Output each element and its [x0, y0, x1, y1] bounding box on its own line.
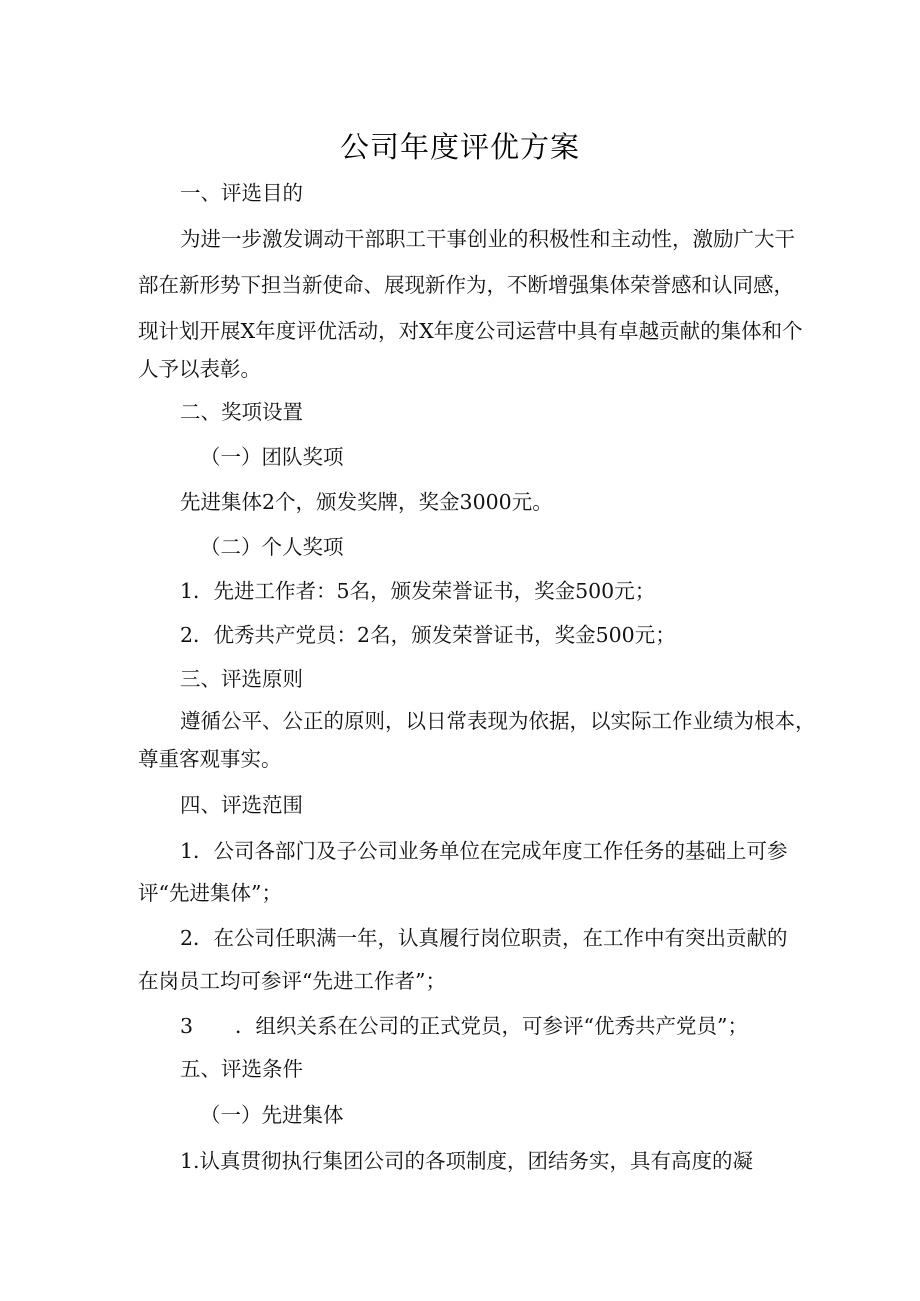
individual-award-item: 1．先进工作者：5名，颁发荣誉证书，奖金500元；	[180, 579, 656, 603]
purpose-paragraph-line: 部在新形势下担当新使命、展现新作为，不断增强集体荣誉感和认同感，	[138, 273, 794, 297]
section-heading-purpose: 一、评选目的	[180, 181, 303, 205]
scope-item-3-text: ．组织关系在公司的正式党员，可参评“优秀共产党员”；	[235, 1014, 749, 1038]
principles-paragraph-line: 遵循公平、公正的原则，以日常表现为依据，以实际工作业绩为根本，	[180, 709, 816, 733]
scope-item-3-number: 3	[180, 1014, 194, 1038]
scope-item-line: 在岗员工均可参评“先进工作者”；	[138, 969, 446, 993]
team-awards-heading: （一）团队奖项	[200, 445, 344, 469]
scope-item-line: 1．公司各部门及子公司业务单位在完成年度工作任务的基础上可参	[180, 839, 788, 863]
scope-item-3	[180, 1011, 748, 1041]
section-heading-scope: 四、评选范围	[180, 793, 303, 817]
document-title: 公司年度评优方案	[339, 130, 580, 164]
purpose-paragraph-line: 人予以表彰。	[138, 357, 261, 381]
criteria-item-line: 1.认真贯彻执行集团公司的各项制度，团结务实，具有高度的凝	[180, 1149, 754, 1173]
team-award-item: 先进集体2个，颁发奖牌，奖金3000元。	[180, 490, 553, 514]
criteria-subheading: （一）先进集体	[200, 1103, 344, 1127]
purpose-paragraph-line: 现计划开展X年度评优活动，对X年度公司运营中具有卓越贡献的集体和个	[138, 319, 803, 343]
section-heading-awards: 二、奖项设置	[180, 400, 303, 424]
section-heading-principles: 三、评选原则	[180, 667, 303, 691]
individual-awards-heading: （二）个人奖项	[200, 535, 344, 559]
scope-item-line: 评“先进集体”；	[138, 881, 282, 905]
individual-award-item: 2．优秀共产党员：2名，颁发荣誉证书，奖金500元；	[180, 623, 676, 647]
purpose-paragraph-line: 为进一步激发调动干部职工干事创业的积极性和主动性，激励广大干	[180, 227, 795, 251]
principles-paragraph-line: 尊重客观事实。	[138, 747, 282, 771]
section-heading-criteria: 五、评选条件	[180, 1057, 303, 1081]
scope-item-line: 2．在公司任职满一年，认真履行岗位职责，在工作中有突出贡献的	[180, 926, 788, 950]
